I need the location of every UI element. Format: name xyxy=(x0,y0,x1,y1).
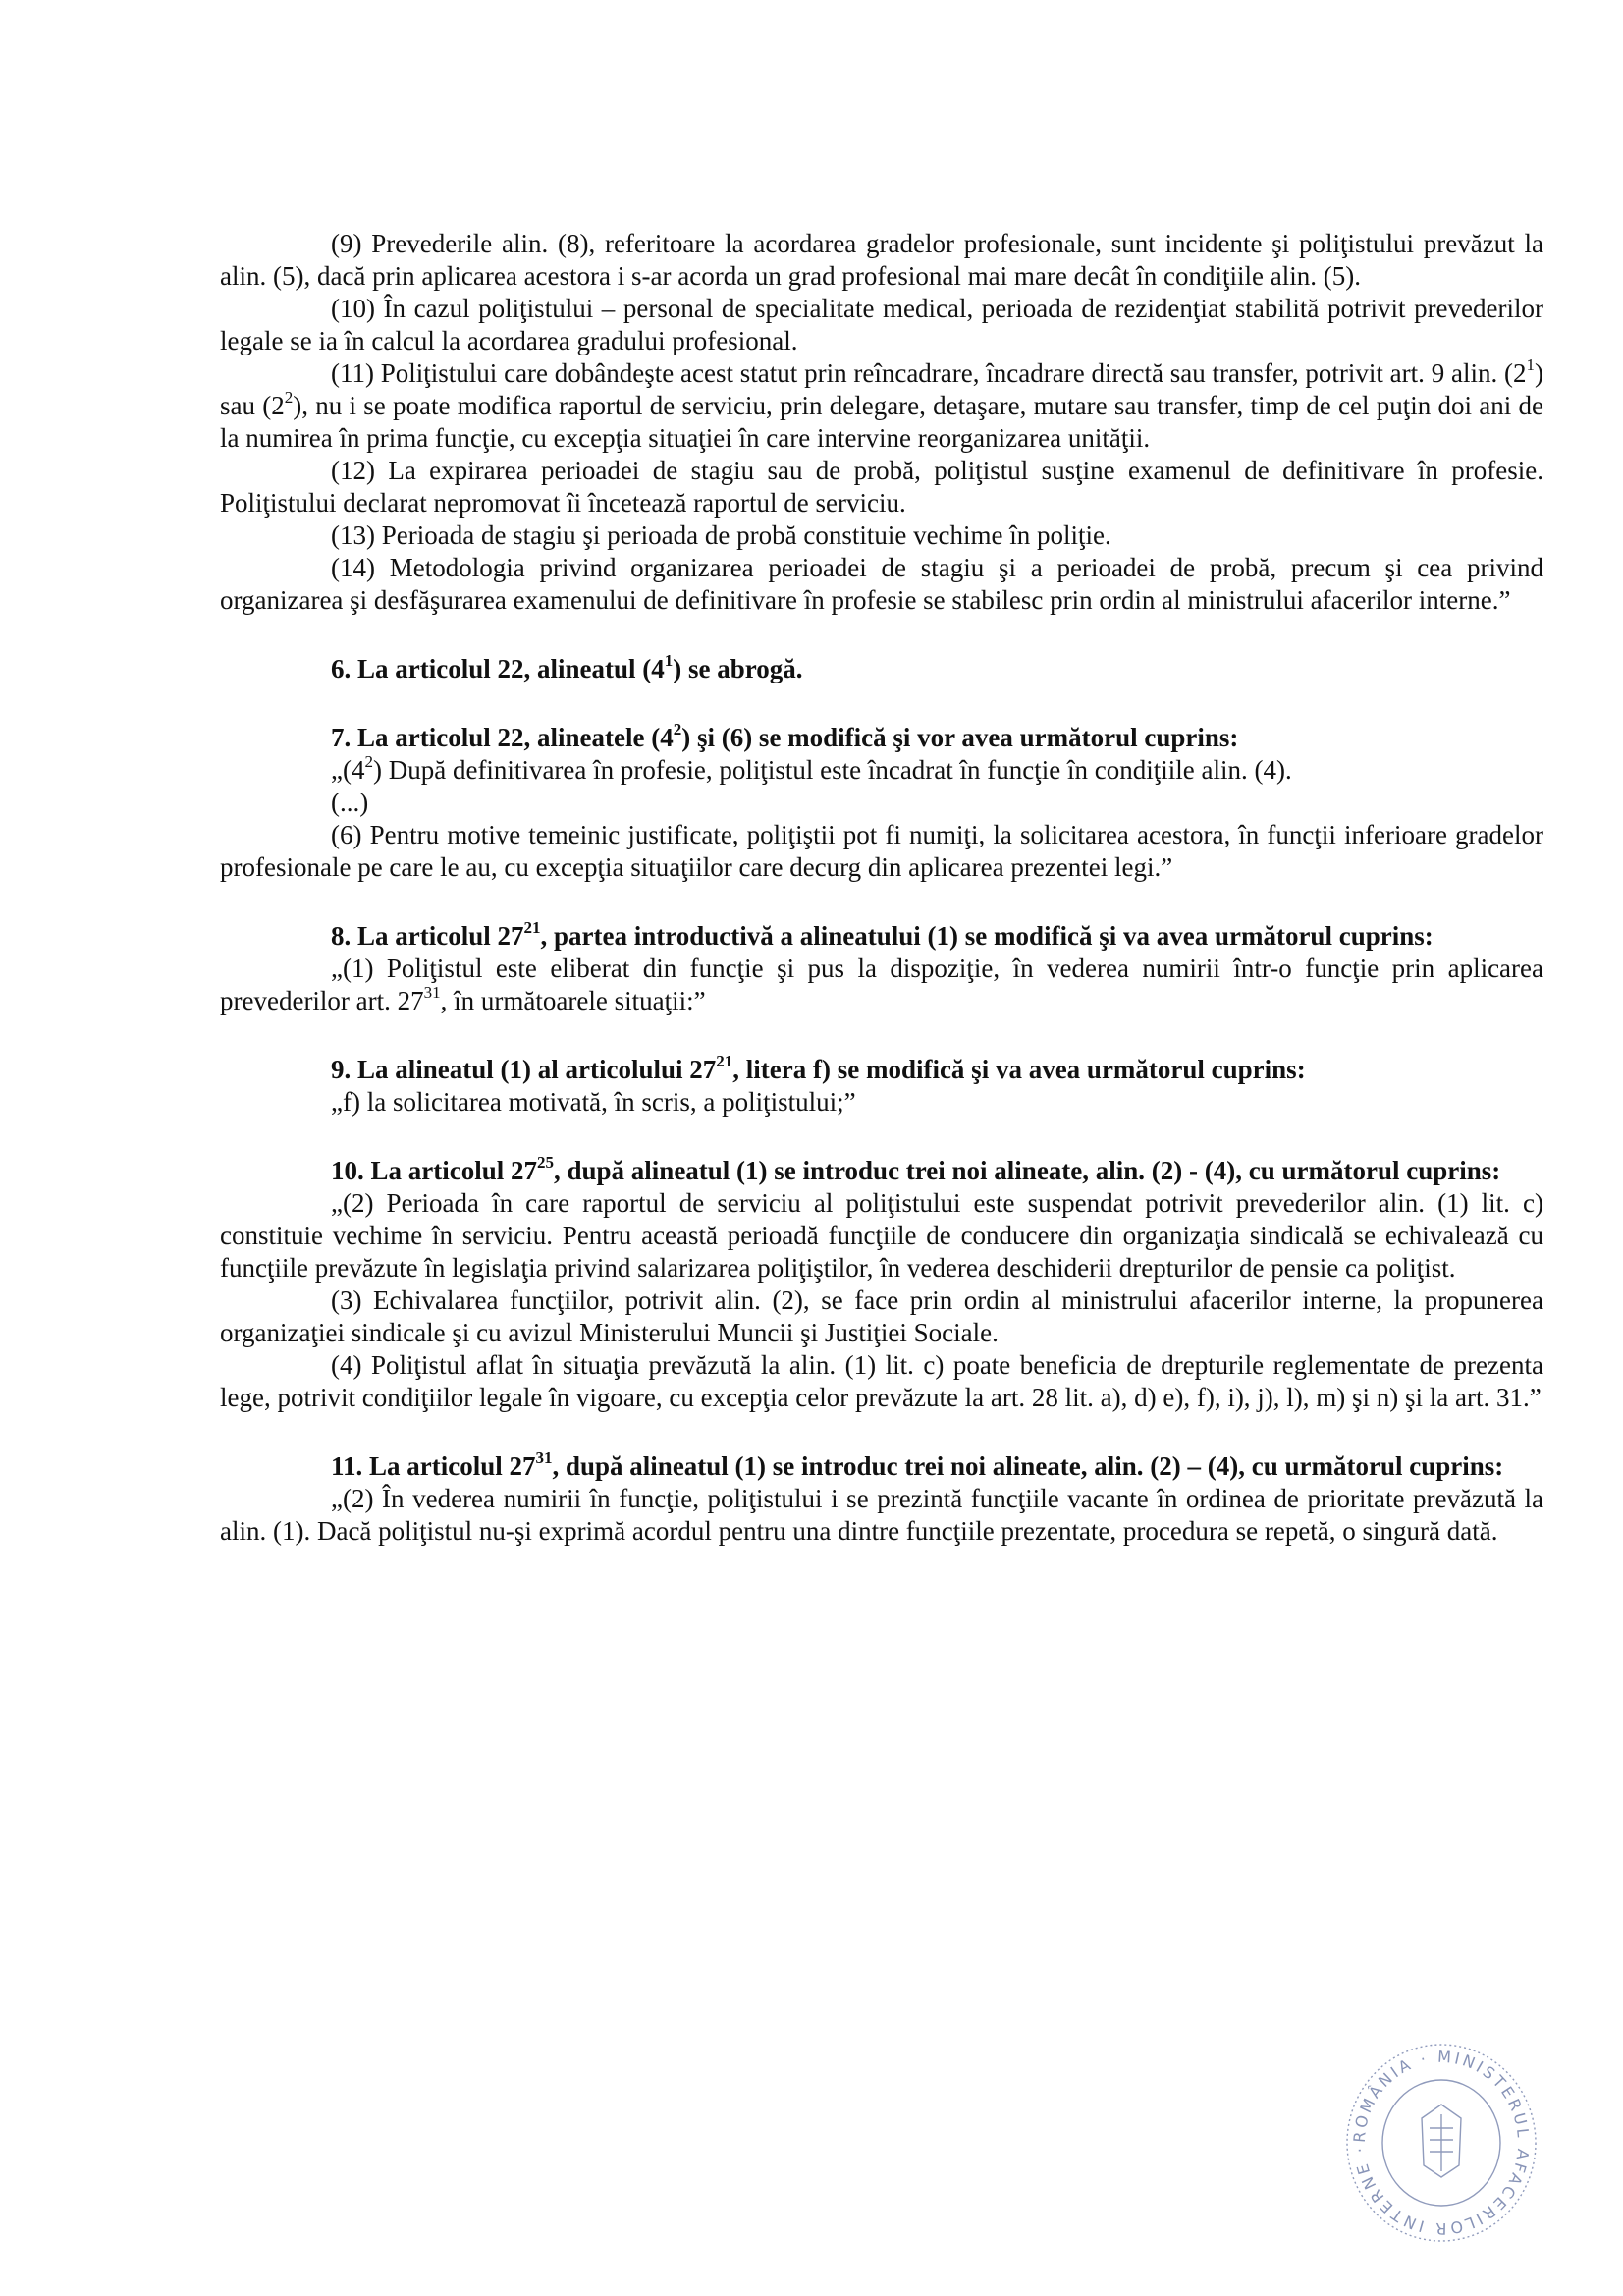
paragraph: $„(4^2)$ După definitivarea în profesie, poliţistul este încadrat în funcţie în condiţiile alin. (4). xyxy=(331,752,1292,785)
paragraph-spacer xyxy=(220,1017,1543,1054)
article-heading: 7. La articolul 22, alineatele $(4^2)$ şi (6) se modifică şi vor avea următorul cuprins: xyxy=(331,720,1239,752)
ministry-seal-stamp xyxy=(1343,2038,1540,2249)
paragraph: (9) Prevederile alin. (8), referitoare la acordarea gradelor profesionale, sunt incidente şi poliţistului prevăzut la alin. (5), dacă prin aplicarea acestora i s-ar acorda un grad profesional mai mare decât în condiţiile alin. (5). xyxy=(220,229,1543,291)
paragraph: „(1) Poliţistul este eliberat din funcţie şi pus la dispoziţie, în vederea numirii într-o funcţie prin aplicarea prevederilor art. $27^{31}$, în următoarele situaţii:” xyxy=(220,954,1543,1015)
paragraph: (10) În cazul poliţistului – personal de specialitate medical, perioada de rezidenţiat stabilită potrivit prevederilor legale se ia în calcul la acordarea gradului profesional. xyxy=(220,294,1543,355)
paragraph: (3) Echivalarea funcţiilor, potrivit alin. (2), se face prin ordin al ministrului afacerilor interne, la propunerea organizaţiei sindicale şi cu avizul Ministerului Muncii şi Justiţiei Sociale. xyxy=(220,1285,1543,1347)
paragraph-spacer xyxy=(220,685,1543,722)
article-heading: 6. La articolul 22, alineatul $(4^1)$ se abrogă. xyxy=(331,651,803,683)
paragraph: (...) xyxy=(331,788,369,817)
paragraph: (13) Perioada de stagiu şi perioada de probă constituie vechime în poliţie. xyxy=(331,520,1111,550)
article-heading: 10. La articolul $27^{25}$, după alineatul (1) se introduc trei noi alineate, alin. (2) - (4), cu următorul cuprins: xyxy=(331,1153,1501,1185)
paragraph-spacer xyxy=(220,1414,1543,1450)
paragraph: (4) Poliţistul aflat în situaţia prevăzută la alin. (1) lit. c) poate beneficia de drepturile reglementate de prezenta lege, potrivit condiţiilor legale în vigoare, cu excepţia celor prevăzute la art. 28 lit. a), d) e), f), i), j), l), m) şi n) şi la art. 31.” xyxy=(220,1350,1543,1412)
paragraph-spacer xyxy=(220,1119,1543,1155)
article-heading: 9. La alineatul (1) al articolului $27^{21}$, litera f) se modifică şi va avea următorul cuprins: xyxy=(331,1052,1306,1084)
paragraph: „f) la solicitarea motivată, în scris, a poliţistului;” xyxy=(331,1087,856,1117)
paragraph: „(2) Perioada în care raportul de serviciu al poliţistului este suspendat potrivit prevederilor alin. (1) lit. c) constituie vechime în serviciu. Pentru această perioadă funcţiile de conducere din organizaţia sindicală se echivalează cu funcţiile prevăzute în legislaţia privind salarizarea poliţiştilor, în vederea deschiderii drepturilor de pensie ca poliţist. xyxy=(220,1188,1543,1283)
article-heading: 11. La articolul $27^{31}$, după alineatul (1) se introduc trei noi alineate, alin. (2) – (4), cu următorul cuprins: xyxy=(331,1449,1504,1481)
paragraph: (14) Metodologia privind organizarea perioadei de stagiu şi a perioadei de probă, precum şi cea privind organizarea şi desfăşurarea examenului de definitivare în profesie se stabilesc prin ordin al ministrului afacerilor interne.” xyxy=(220,553,1543,615)
paragraph: „(2) În vederea numirii în funcţie, poliţistului i se prezintă funcţiile vacante în ordinea de prioritate prevăzută la alin. (1). Dacă poliţistul nu-şi exprimă acordul pentru una dintre funcţiile prezentate, procedura se repetă, o singură dată. xyxy=(220,1484,1543,1546)
paragraph: (11) Poliţistului care dobândeşte acest statut prin reîncadrare, încadrare directă sau transfer, potrivit art. 9 alin. $(2^1)$ sau $(2^2)$, nu i se poate modifica raportul de serviciu, prin delegare, detaşare, mutare sau transfer, timp de cel puţin doi ani de la numirea în prima funcţie, cu excepţia situaţiei în care intervine reorganizarea unităţii. xyxy=(220,355,1543,453)
paragraph-spacer xyxy=(220,617,1543,653)
paragraph-spacer xyxy=(220,884,1543,920)
document-body xyxy=(220,228,1543,1548)
seal-lettering: ROMÂNIA · MINISTERUL AFACERILOR INTERNE · xyxy=(1349,2047,1534,2239)
paragraph: (12) La expirarea perioadei de stagiu sau de probă, poliţistul susţine examenul de definitivare în profesie. Poliţistului declarat nepromovat îi încetează raportul de serviciu. xyxy=(220,456,1543,518)
article-heading: 8. La articolul $27^{21}$, partea introductivă a alineatului (1) se modifică şi va avea următorul cuprins: xyxy=(331,918,1434,951)
paragraph: (6) Pentru motive temeinic justificate, poliţiştii pot fi numiţi, la solicitarea acestora, în funcţii inferioare gradelor profesionale pe care le au, cu excepţia situaţiilor care decurg din aplicarea prezentei legi.” xyxy=(220,820,1543,882)
